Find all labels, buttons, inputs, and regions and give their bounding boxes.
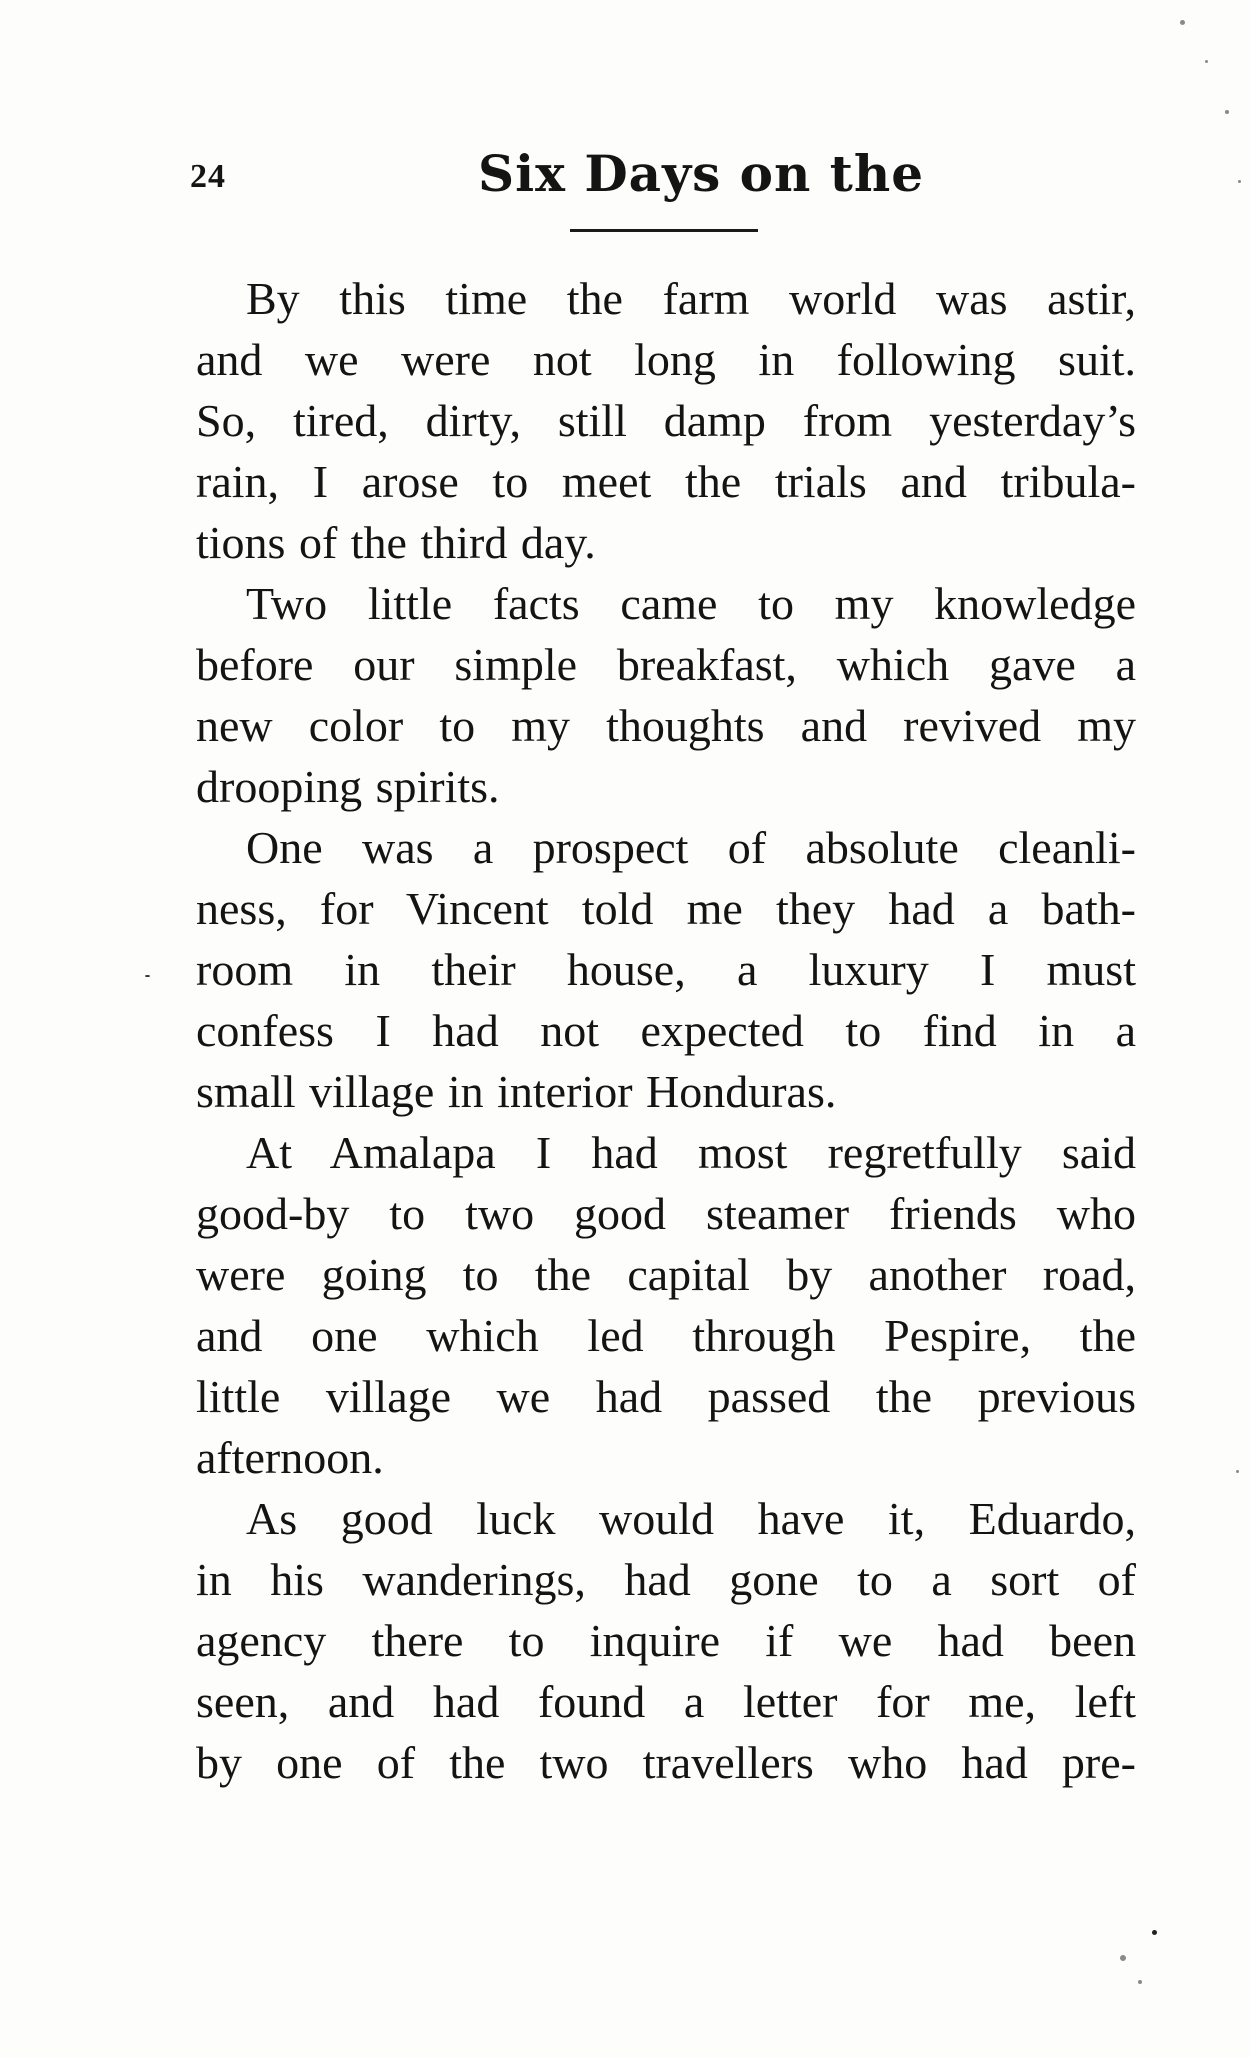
scan-speckle bbox=[145, 975, 150, 977]
text-line: new color to my thoughts and revived my bbox=[196, 700, 1136, 751]
scan-speckle bbox=[1120, 1955, 1126, 1961]
scan-speckle bbox=[1152, 1930, 1157, 1935]
text-line: little village we had passed the previous bbox=[196, 1371, 1136, 1422]
text-line: were going to the capital by another road, bbox=[196, 1249, 1136, 1300]
running-head: Six Days on the bbox=[478, 144, 925, 203]
page-number: 24 bbox=[190, 158, 226, 195]
scan-speckle bbox=[1205, 60, 1208, 63]
text-line: By this time the farm world was astir, bbox=[246, 273, 1136, 324]
text-line: As good luck would have it, Eduardo, bbox=[246, 1493, 1136, 1544]
text-line: small village in interior Honduras. bbox=[196, 1066, 837, 1117]
text-line: confess I had not expected to find in a bbox=[196, 1005, 1136, 1056]
text-line: ness, for Vincent told me they had a bath- bbox=[196, 883, 1136, 934]
text-line: drooping spirits. bbox=[196, 761, 500, 812]
scan-speckle bbox=[1138, 1980, 1142, 1984]
text-line: and one which led through Pespire, the bbox=[196, 1310, 1136, 1361]
text-line: afternoon. bbox=[196, 1432, 384, 1483]
text-line: and we were not long in following suit. bbox=[196, 334, 1136, 385]
text-line: One was a prospect of absolute cleanli- bbox=[246, 822, 1136, 873]
text-line: by one of the two travellers who had pre- bbox=[196, 1737, 1136, 1788]
text-line: Two little facts came to my knowledge bbox=[246, 578, 1136, 629]
text-line: seen, and had found a letter for me, left bbox=[196, 1676, 1136, 1727]
scan-speckle bbox=[1180, 20, 1185, 25]
text-line: So, tired, dirty, still damp from yesterday’s bbox=[196, 395, 1136, 446]
text-line: agency there to inquire if we had been bbox=[196, 1615, 1136, 1666]
text-line: in his wanderings, had gone to a sort of bbox=[196, 1554, 1136, 1605]
body-text bbox=[196, 268, 1136, 1793]
scan-speckle bbox=[1238, 180, 1241, 183]
scan-speckle bbox=[1236, 1470, 1239, 1473]
header-rule bbox=[570, 229, 758, 232]
text-line: before our simple breakfast, which gave a bbox=[196, 639, 1136, 690]
scan-speckle bbox=[1225, 110, 1229, 114]
page-header bbox=[186, 144, 1126, 218]
text-line: rain, I arose to meet the trials and tribula- bbox=[196, 456, 1136, 507]
text-line: At Amalapa I had most regretfully said bbox=[246, 1127, 1136, 1178]
text-line: tions of the third day. bbox=[196, 517, 596, 568]
text-line: good-by to two good steamer friends who bbox=[196, 1188, 1136, 1239]
text-line: room in their house, a luxury I must bbox=[196, 944, 1136, 995]
